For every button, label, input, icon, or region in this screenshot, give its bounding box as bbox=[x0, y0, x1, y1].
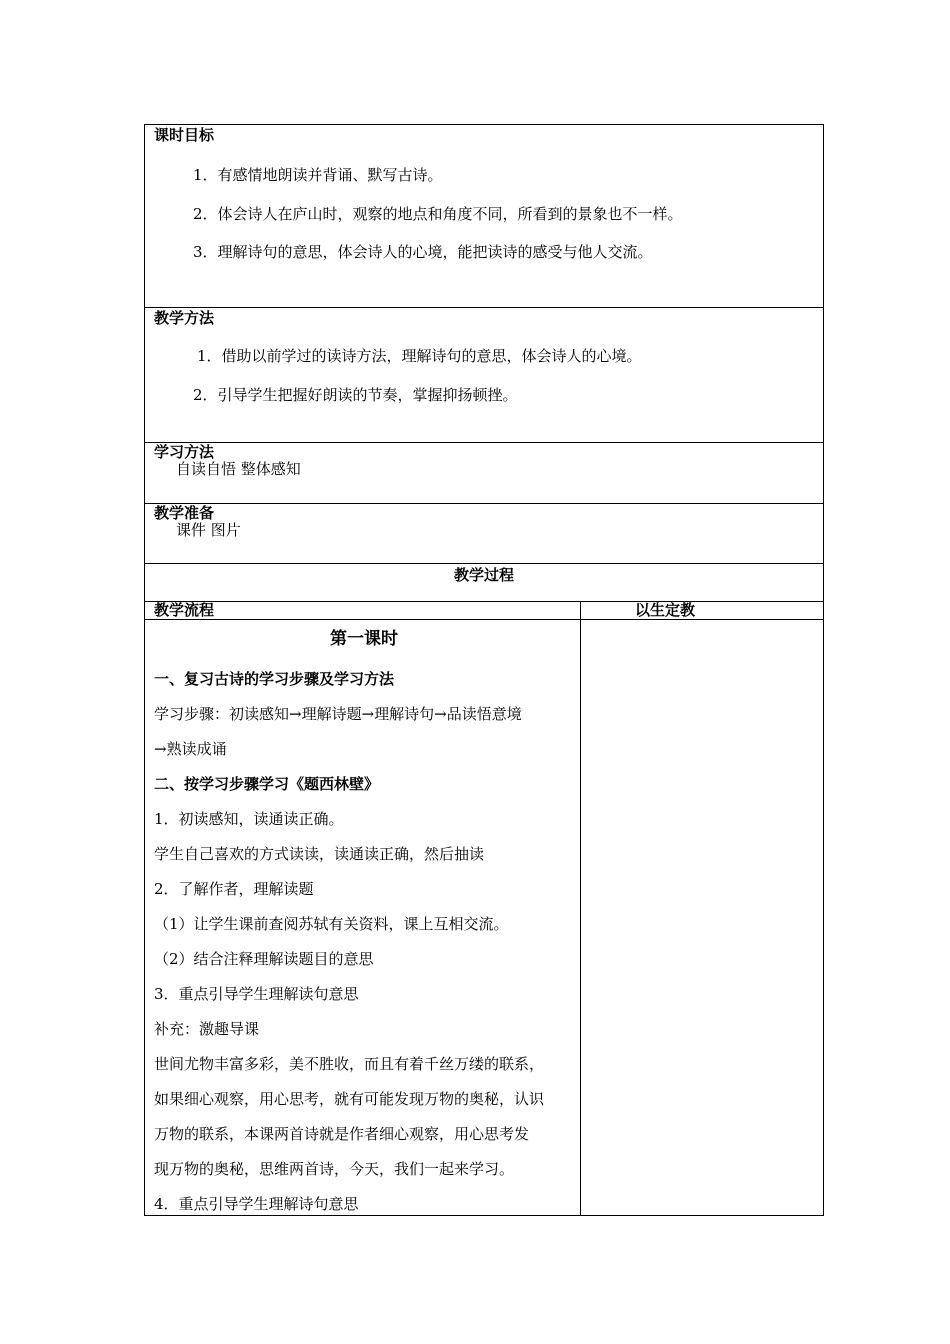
flow-column bbox=[145, 620, 581, 1215]
process-heading: 教学过程 bbox=[453, 566, 514, 584]
objective-item: 1．有感情地朗读并背诵、默写古诗。 bbox=[193, 166, 443, 184]
step-detail: （2）结合注释理解读题目的意思 bbox=[154, 950, 374, 968]
process-content bbox=[145, 620, 823, 1215]
teaching-method-item: 2．引导学生把握好朗读的节奏，掌握抑扬顿挫。 bbox=[193, 386, 518, 404]
step-item: 2．了解作者，理解读题 bbox=[154, 880, 314, 898]
step-item: 3．重点引导学生理解读句意思 bbox=[154, 985, 359, 1003]
teaching-method-item: 1．借助以前学过的读诗方法，理解诗句的意思，体会诗人的心境。 bbox=[197, 347, 642, 365]
step-detail: （1）让学生课前查阅苏轼有关资料，课上互相交流。 bbox=[154, 915, 509, 933]
section-heading: 一、复习古诗的学习步骤及学习方法 bbox=[154, 670, 395, 688]
column-header-flow: 教学流程 bbox=[154, 601, 215, 619]
step-detail: 学生自己喜欢的方式读读，读通读正确，然后抽读 bbox=[154, 845, 485, 863]
step-item: 1．初读感知，读通读正确。 bbox=[154, 810, 344, 828]
teaching-methods-section bbox=[145, 308, 823, 443]
supplement-line: 补充：激趣导课 bbox=[154, 1020, 260, 1038]
objective-item: 3．理解诗句的意思，体会诗人的心境，能把读诗的感受与他人交流。 bbox=[193, 243, 653, 261]
learning-methods-section bbox=[145, 443, 823, 504]
paragraph-line: 世间尤物丰富多彩，美不胜收，而且有着千丝万缕的联系， bbox=[154, 1055, 545, 1073]
preparation-section bbox=[145, 504, 823, 564]
adapt-column bbox=[581, 620, 823, 1215]
section-heading: 二、按学习步骤学习《题西林壁》 bbox=[154, 775, 380, 793]
paragraph-line: 如果细心观察，用心思考，就有可能发现万物的奥秘，认识 bbox=[154, 1090, 545, 1108]
teaching-methods-heading: 教学方法 bbox=[154, 309, 215, 327]
learning-methods-text: 自读自悟 整体感知 bbox=[176, 460, 301, 478]
process-column-headers bbox=[145, 602, 823, 620]
lesson-plan-table bbox=[144, 124, 824, 1216]
objectives-heading: 课时目标 bbox=[154, 126, 215, 144]
steps-line: →熟读成诵 bbox=[154, 740, 227, 758]
preparation-heading: 教学准备 bbox=[154, 504, 215, 522]
paragraph-line: 万物的联系，本课两首诗就是作者细心观察，用心思考发 bbox=[154, 1125, 530, 1143]
objective-item: 2．体会诗人在庐山时，观察的地点和角度不同，所看到的景象也不一样。 bbox=[193, 205, 683, 223]
objectives-section bbox=[145, 125, 823, 308]
process-section bbox=[145, 564, 823, 602]
paragraph-line: 现万物的奥秘，思维两首诗，今天，我们一起来学习。 bbox=[154, 1160, 515, 1178]
learning-methods-heading: 学习方法 bbox=[154, 443, 215, 461]
column-header-adapt: 以生定教 bbox=[635, 601, 696, 619]
preparation-text: 课件 图片 bbox=[176, 521, 241, 539]
lesson-title: 第一课时 bbox=[330, 629, 398, 649]
steps-line: 学习步骤：初读感知→理解诗题→理解诗句→品读悟意境 bbox=[154, 705, 522, 723]
step-item: 4．重点引导学生理解诗句意思 bbox=[154, 1195, 359, 1213]
